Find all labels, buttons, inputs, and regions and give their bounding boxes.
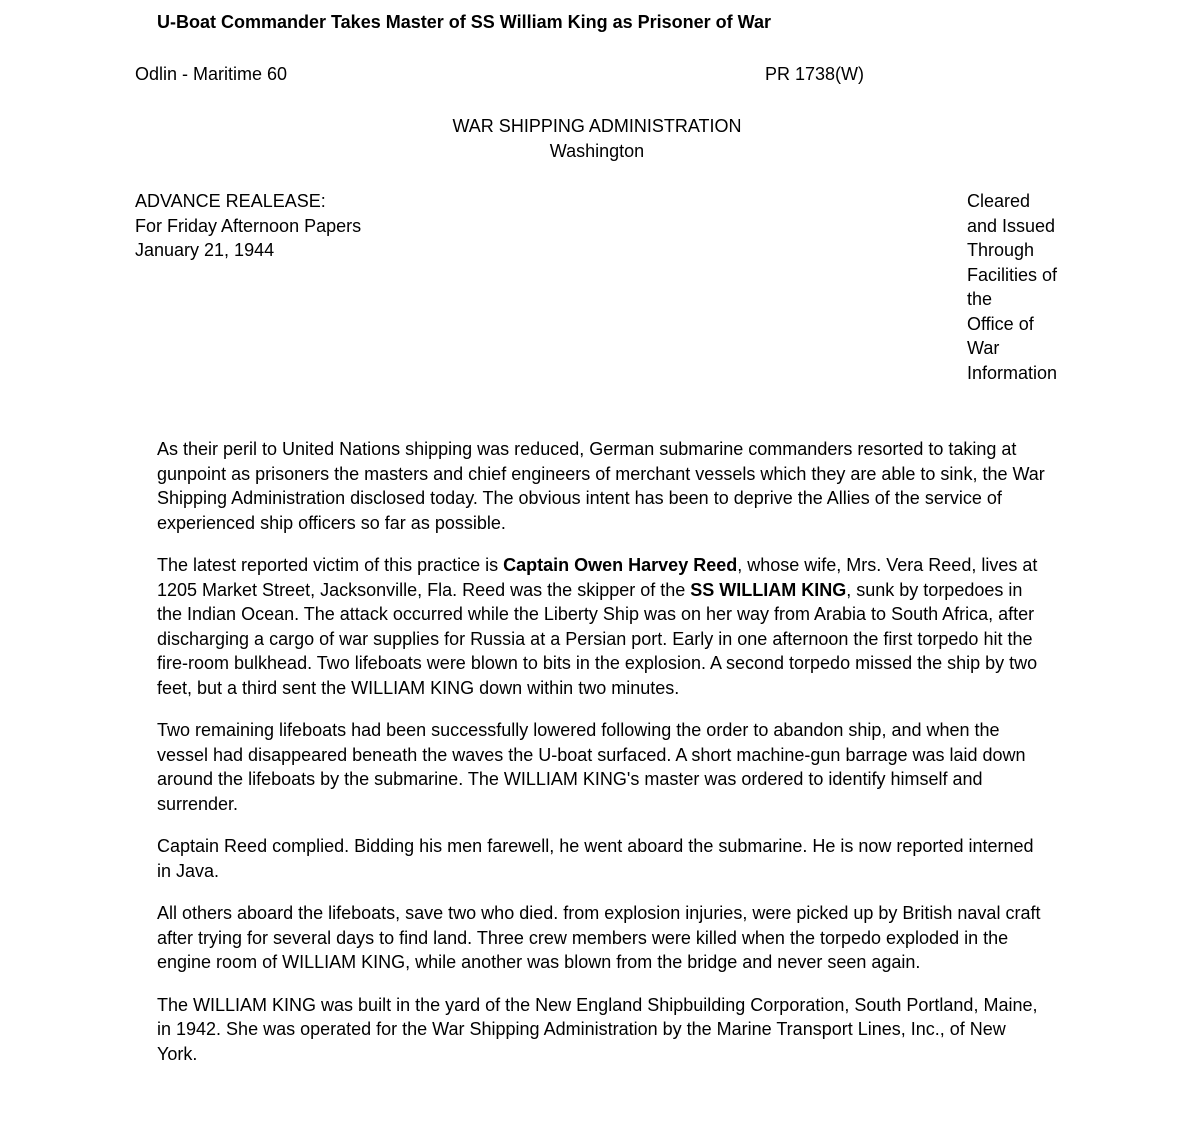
clearance-line: Office of [967, 313, 1034, 334]
clearance-line: Through [967, 240, 1035, 260]
press-release-number: PR 1738(W) [765, 64, 865, 84]
clearance-note [967, 189, 1087, 385]
paragraph-5: All others aboard the lifeboats, save two who died. from explosion injuries, were picked up by British naval craft after trying for several days to find land. Three crew members were killed when the torpedo exploded in the engine room of WILLIAM KING, while another was blown from the bridge and never seen again. [157, 903, 1041, 972]
paragraph-3: Two remaining lifeboats had been successfully lowered following the order to abandon ship, and when the vessel had disappeared beneath the waves the U-boat surfaced. A short machine-gun barrage was laid down around the lifeboats by the submarine. The WILLIAM KING's master was ordered to identify himself and surrender. [157, 720, 1026, 814]
paragraph-2-text: The latest reported victim of this practice is [157, 555, 504, 575]
release-date: January 21, 1944 [135, 240, 275, 260]
clearance-line: Facilities of [967, 264, 1058, 285]
paragraph-2-text: , whose wife, Mrs. Vera Reed, lives at 1205 Market Street, Jacksonville, Fla. Reed was the skipper of the [157, 555, 1038, 600]
paragraph-1: As their peril to United Nations shipping was reduced, German submarine commanders resorted to taking at gunpoint as prisoners the masters and chief engineers of merchant vessels which they are able to sink, the War Shipping Administration disclosed today. The obvious intent has been to deprive the Allies of the service of experienced ship officers so far as possible. [157, 439, 1045, 533]
paragraph-6: The WILLIAM KING was built in the yard of the New England Shipbuilding Corporation, South Portland, Maine, in 1942. She was operated for the War Shipping Administration by the Marine Transport Lines, Inc., of New York. [157, 994, 1038, 1064]
captain-name: Captain Owen Harvey Reed [503, 555, 738, 575]
clearance-line: War [967, 338, 1000, 358]
clearance-line: Information [967, 362, 1058, 383]
ship-name: SS WILLIAM KING [690, 579, 847, 600]
release-label: ADVANCE REALEASE: [135, 191, 326, 211]
article-body [157, 437, 1047, 1084]
clearance-line: the [967, 289, 993, 309]
release-papers: For Friday Afternoon Papers [135, 215, 362, 236]
agency-name: WAR SHIPPING ADMINISTRATION [452, 116, 742, 136]
paragraph-2-text: , sunk by torpedoes in the Indian Ocean. The attack occurred while the Liberty Ship was on her way from Arabia to South Africa, after discharging a cargo of war supplies for Russia at a Persian port. Early in one afternoon the first torpedo hit the fire-room bulkhead. Two lifeboats were blown to bits in the explosion. A second torpedo missed the ship by two feet, but a third sent the WILLIAM KING down within two minutes. [157, 579, 1038, 698]
clearance-line: and Issued [967, 215, 1056, 236]
paragraph-4: Captain Reed complied. Bidding his men farewell, he went aboard the submarine. He is now reported interned in Java. [157, 836, 1034, 881]
reference-code-left: Odlin - Maritime 60 [135, 64, 288, 84]
agency-city: Washington [549, 141, 645, 161]
document-title: U-Boat Commander Takes Master of SS William King as Prisoner of War [157, 12, 771, 32]
clearance-line: Cleared [967, 191, 1031, 211]
paragraph-2 [157, 553, 1047, 700]
release-info [135, 189, 361, 263]
agency-header [0, 114, 1194, 164]
